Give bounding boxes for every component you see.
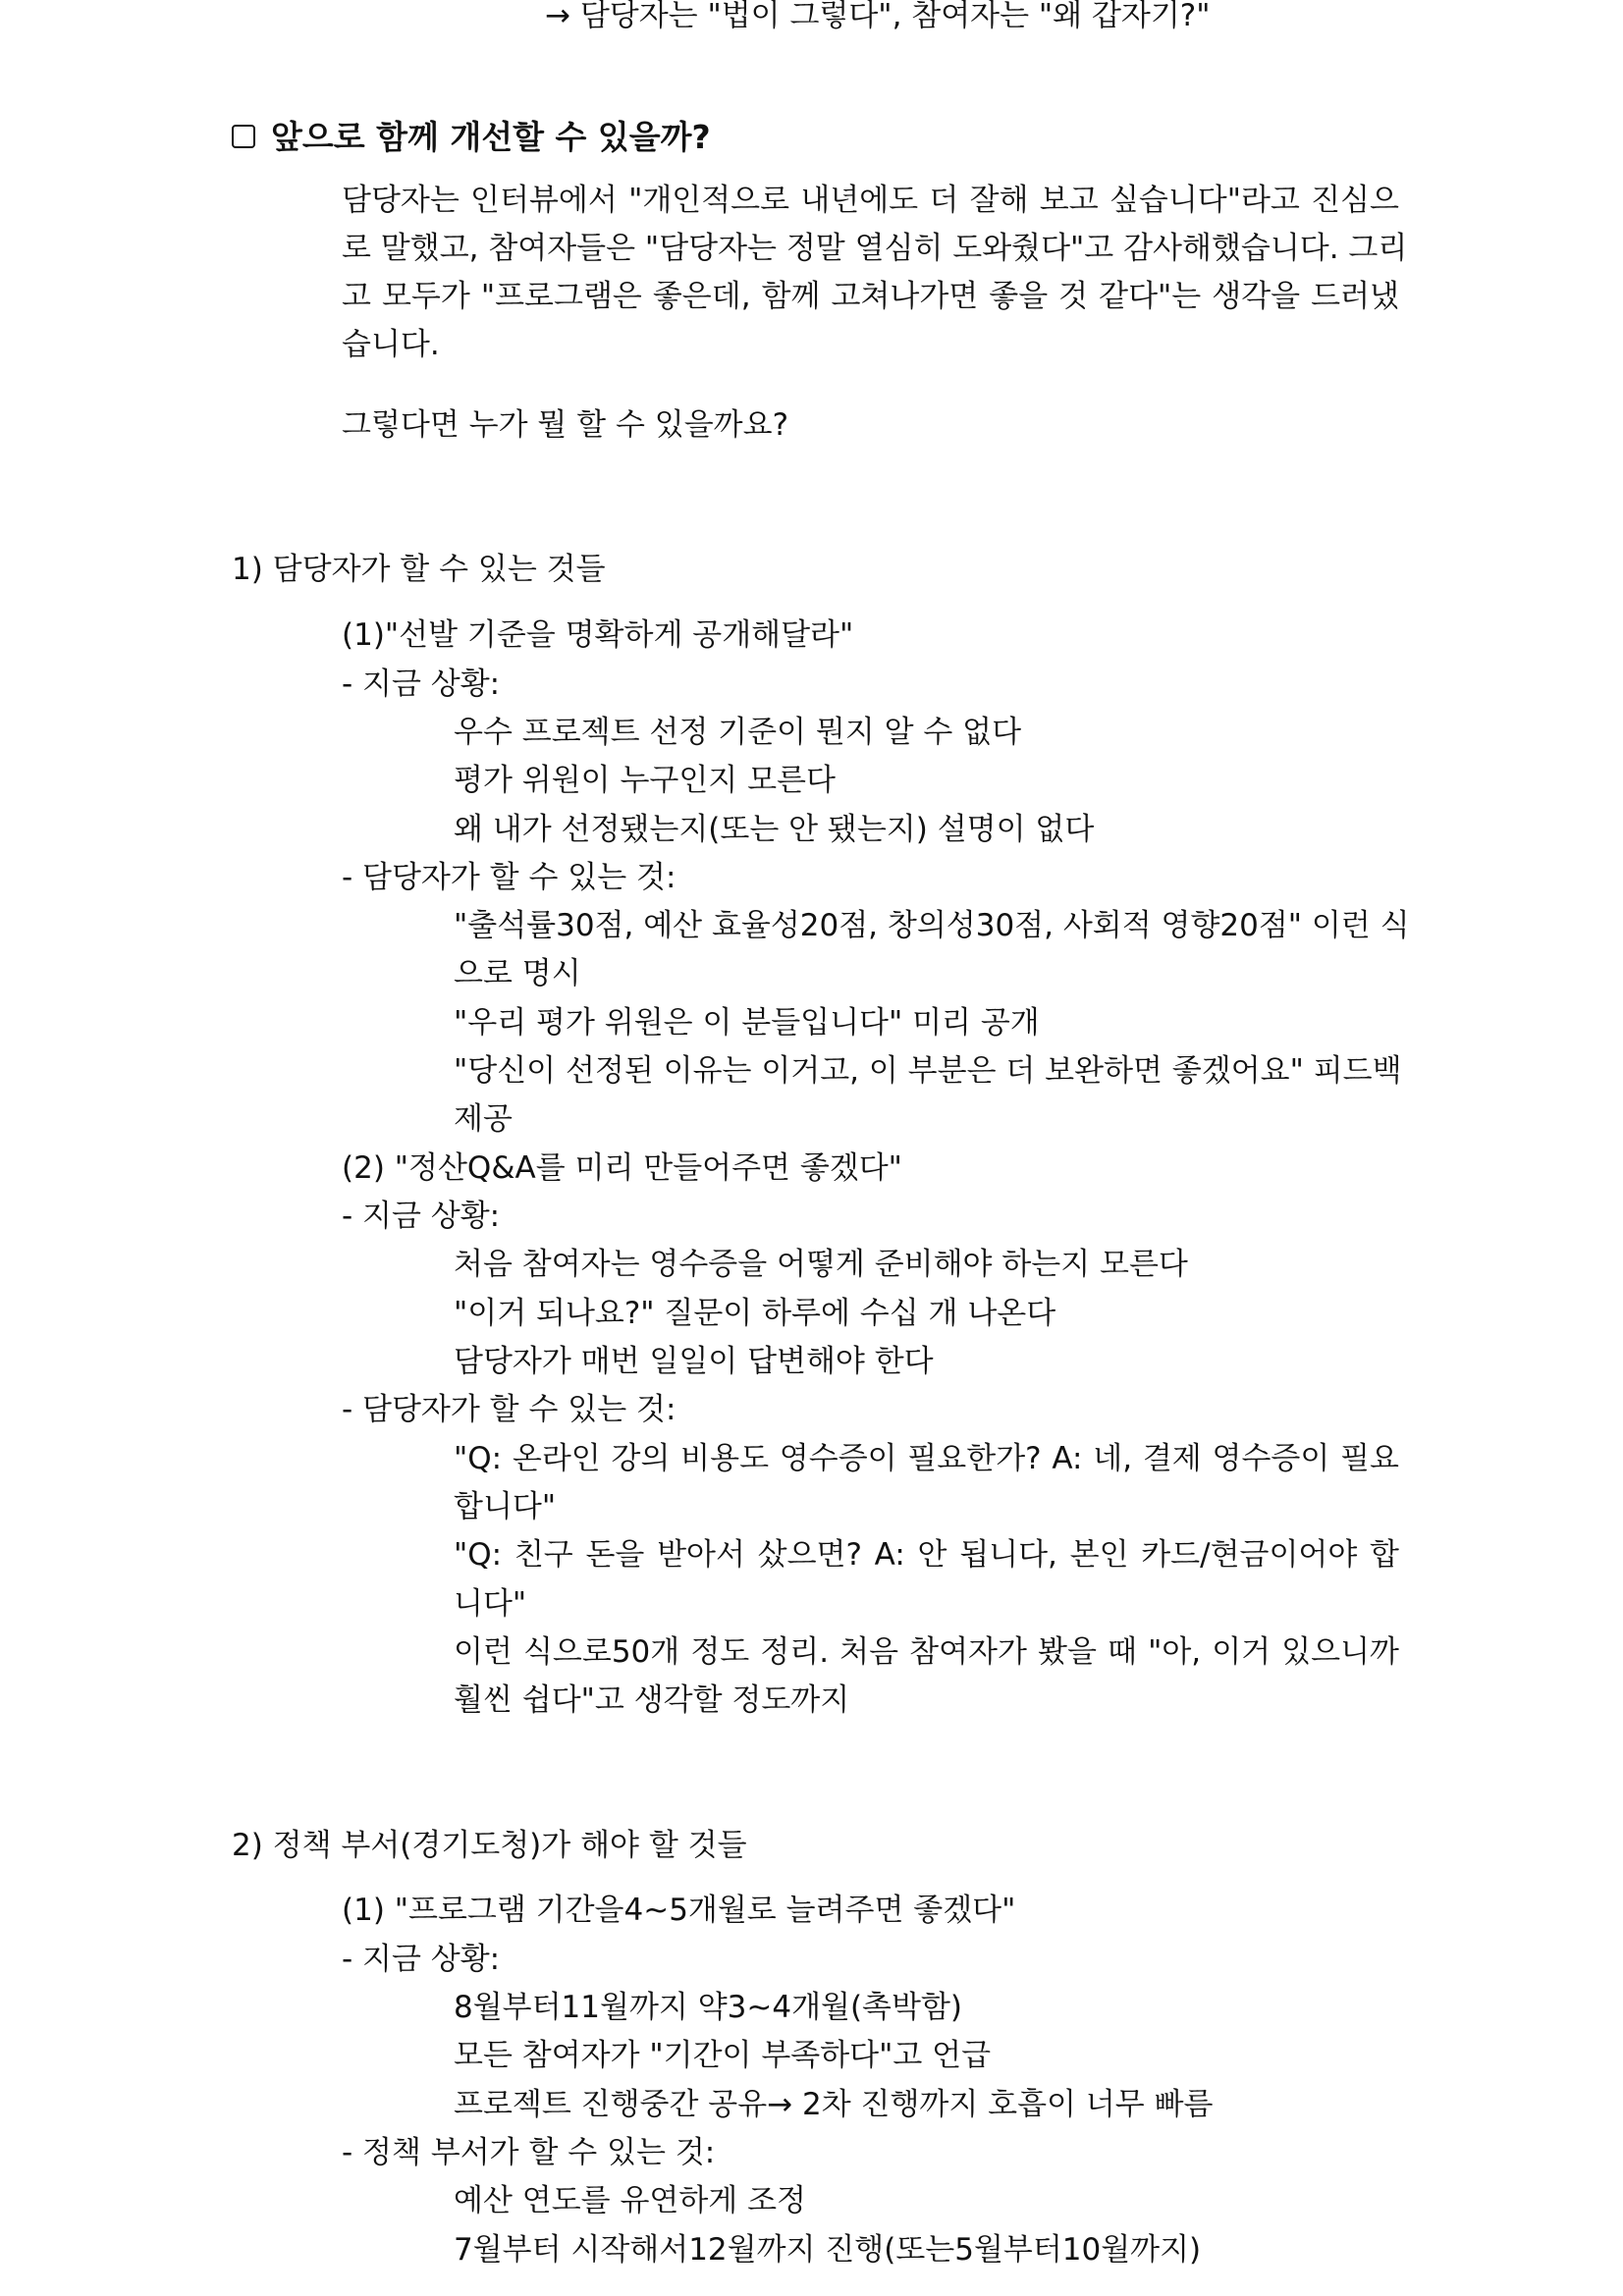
part1-item2-current-label: - 지금 상황: [342,1199,501,1234]
list-item: 담당자가 매번 일일이 답변해야 한다 [454,1344,934,1379]
part1-item2-title: (2) "정산Q&A를 미리 만들어주면 좋겠다" [342,1150,902,1186]
part1-item1-action-label: - 담당자가 할 수 있는 것: [342,860,676,895]
part2-item1-action-label: - 정책 부서가 할 수 있는 것: [342,2135,716,2170]
list-item: 7월부터 시작해서12월까지 진행(또는5월부터10월까지) [454,2232,1202,2268]
list-item: 제공 [454,1101,513,1137]
part1-item2-action-label: - 담당자가 할 수 있는 것: [342,1392,676,1427]
intro-line: 고 모두가 "프로그램은 좋은데, 함께 고쳐나가면 좋을 것 같다"는 생각을 드러냈 [342,279,1399,314]
list-item: 평가 위원이 누구인지 모른다 [454,763,836,798]
list-item: "우리 평가 위원은 이 분들입니다" 미리 공개 [454,1005,1040,1041]
list-item: 프로젝트 진행중간 공유→ 2차 진행까지 호흡이 너무 빠름 [454,2087,1214,2122]
intro-line: 담당자는 인터뷰에서 "개인적으로 내년에도 더 잘해 보고 싶습니다"라고 진심으 [342,183,1399,218]
part1-item1-title: (1)"선발 기준을 명확하게 공개해달라" [342,617,854,653]
list-item: "Q: 온라인 강의 비용도 영수증이 필요한가? A: 네, 결제 영수증이 필요 [454,1441,1399,1476]
list-item: "이거 되나요?" 질문이 하루에 수십 개 나온다 [454,1296,1056,1331]
list-item: 훨씬 쉽다"고 생각할 정도까지 [454,1682,850,1718]
list-item: 모든 참여자가 "기간이 부족하다"고 언급 [454,2038,992,2073]
list-item: "출석률30점, 예산 효율성20점, 창의성30점, 사회적 영향20점" 이런 식 [454,908,1410,943]
list-item: 우수 프로젝트 선정 기준이 뭔지 알 수 없다 [454,715,1022,750]
intro-question: 그렇다면 누가 뭘 할 수 있을까요? [342,407,789,443]
intro-line: 습니다. [342,327,440,362]
list-item: 왜 내가 선정됐는지(또는 안 됐는지) 설명이 없다 [454,812,1095,847]
part1-item1-current-label: - 지금 상황: [342,667,501,702]
part2-item1-title: (1) "프로그램 기간을4~5개월로 늘려주면 좋겠다" [342,1893,1016,1928]
part1-heading: 1) 담당자가 할 수 있는 것들 [232,552,606,587]
list-item: 으로 명시 [454,956,581,991]
list-item: 8월부터11월까지 약3~4개월(촉박함) [454,1990,962,2025]
checkbox-icon [232,125,255,148]
top-line: → 담당자는 "법이 그렇다", 참여자는 "왜 갑자기?" [545,0,1211,33]
list-item: 처음 참여자는 영수증을 어떻게 준비해야 하는지 모른다 [454,1247,1188,1282]
list-item: "Q: 친구 돈을 받아서 샀으면? A: 안 됩니다, 본인 카드/현금이어야 합 [454,1537,1399,1573]
list-item: 니다" [454,1586,527,1622]
list-item: 합니다" [454,1489,557,1524]
part2-heading: 2) 정책 부서(경기도청)가 해야 할 것들 [232,1828,747,1863]
section-title: 앞으로 함께 개선할 수 있을까? [271,118,711,156]
list-item: "당신이 선정된 이유는 이거고, 이 부분은 더 보완하면 좋겠어요" 피드백 [454,1053,1402,1089]
part2-item1-current-label: - 지금 상황: [342,1942,501,1977]
intro-line: 로 말했고, 참여자들은 "담당자는 정말 열심히 도와줬다"고 감사해했습니다. 그리 [342,231,1408,266]
list-item: 예산 연도를 유연하게 조정 [454,2183,806,2218]
list-item: 이런 식으로50개 정도 정리. 처음 참여자가 봤을 때 "아, 이거 있으니까 [454,1634,1399,1670]
